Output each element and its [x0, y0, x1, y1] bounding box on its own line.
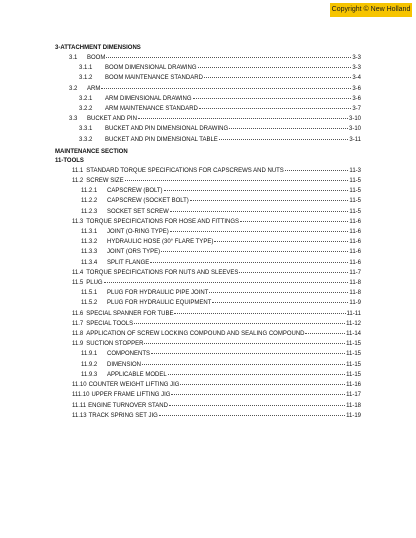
- toc-list-section-3: [55, 53, 361, 145]
- toc-dot-leader: [199, 107, 351, 109]
- toc-entry[interactable]: [55, 349, 361, 359]
- toc-entry-title: CAPSCREW (BOLT): [107, 188, 163, 195]
- toc-entry[interactable]: [55, 73, 361, 83]
- toc-entry[interactable]: [55, 104, 361, 114]
- toc-entry-page: 11-11: [346, 310, 361, 317]
- toc-dot-leader: [240, 220, 348, 222]
- toc-entry-title: DIMENSION: [107, 361, 142, 368]
- toc-dot-leader: [168, 373, 345, 375]
- toc-entry-page: 3-3: [352, 65, 361, 72]
- toc-entry-title: ARM DIMENSIONAL DRAWING: [105, 95, 192, 102]
- toc-entry-title: CAPSCREW (SOCKET BOLT): [107, 198, 189, 205]
- toc-entry-number: 11.5: [72, 280, 84, 287]
- toc-dot-leader: [214, 240, 348, 242]
- toc-dot-leader: [209, 291, 348, 293]
- toc-dot-leader: [142, 363, 345, 365]
- toc-entry-number: 11.7: [72, 320, 84, 327]
- toc-entry[interactable]: [55, 217, 361, 227]
- toc-entry-page: 11-6: [349, 259, 361, 266]
- copyright-badge: Copyright © New Holland: [330, 3, 412, 17]
- toc-entry-number: 111.10: [72, 392, 90, 399]
- toc-entry-title: ARM MAINTENANCE STANDARD: [105, 106, 198, 113]
- toc-entry-number: 11.2: [72, 178, 84, 185]
- toc-entry-title: PLUG: [86, 280, 103, 287]
- toc-entry-title: ARM: [87, 85, 101, 92]
- toc-entry-page: 11-14: [346, 331, 361, 338]
- toc-entry[interactable]: [55, 166, 361, 176]
- toc-entry-page: 11-8: [349, 290, 361, 297]
- toc-entry-title: SPLIT FLANGE: [107, 259, 150, 266]
- toc-entry[interactable]: [55, 329, 361, 339]
- toc-entry[interactable]: [55, 227, 361, 237]
- toc-entry-number: 11.2.3: [81, 208, 98, 215]
- toc-entry[interactable]: [55, 288, 361, 298]
- toc-entry-number: 11.9.3: [81, 371, 98, 378]
- toc-entry-page: 11-5: [349, 198, 361, 205]
- toc-entry-number: 11.5.1: [81, 290, 98, 297]
- toc-entry-number: 11.9.1: [81, 351, 98, 358]
- toc-entry-number: 11.10: [72, 382, 87, 389]
- toc-dot-leader: [161, 250, 348, 252]
- toc-entry-number: 11.9.2: [81, 361, 98, 368]
- toc-dot-leader: [212, 301, 348, 303]
- toc-entry-number: 3.3.1: [79, 126, 93, 133]
- toc-entry-number: 11.9: [72, 341, 84, 348]
- section-heading-attachment-dimensions: 3-ATTACHMENT DIMENSIONS: [55, 45, 141, 51]
- toc-entry-page: 3-6: [352, 95, 361, 102]
- toc-dot-leader: [285, 169, 349, 171]
- toc-entry[interactable]: [55, 268, 361, 278]
- toc-entry-number: 11.6: [72, 310, 84, 317]
- toc-entry-number: 3.1: [69, 55, 78, 61]
- toc-entry-page: 11-19: [346, 412, 361, 419]
- toc-entry-number: 3.2.1: [79, 95, 93, 102]
- toc-dot-leader: [151, 352, 345, 354]
- toc-entry-number: 11.3.2: [81, 239, 98, 246]
- toc-entry-title: STANDARD TORQUE SPECIFICATIONS FOR CAPSCREWS AND NUTS: [86, 167, 284, 174]
- toc-entry[interactable]: [55, 124, 361, 134]
- toc-entry-number: 11.2.2: [81, 198, 98, 205]
- toc-entry-number: 11.1: [72, 167, 84, 174]
- toc-entry[interactable]: [55, 370, 361, 380]
- toc-entry-title: SPECIAL TOOLS: [86, 320, 134, 327]
- toc-entry[interactable]: [55, 309, 361, 319]
- toc-entry-title: COMPONENTS: [107, 351, 151, 358]
- toc-entry-title: APPLICABLE MODEL: [107, 371, 167, 378]
- toc-entry-page: 3-10: [348, 116, 361, 123]
- toc-dot-leader: [219, 138, 349, 140]
- toc-dot-leader: [144, 342, 345, 344]
- section-heading-tools: 11-TOOLS: [55, 157, 84, 164]
- toc-entry-page: 11-5: [349, 188, 361, 195]
- toc-dot-leader: [169, 404, 345, 406]
- toc-entry-page: 11-6: [349, 249, 361, 256]
- toc-entry[interactable]: [55, 196, 361, 206]
- toc-entry[interactable]: [55, 53, 361, 63]
- toc-entry-title: UPPER FRAME LIFTING JIG: [91, 392, 171, 399]
- toc-entry-page: 3-3: [352, 55, 361, 61]
- toc-dot-leader: [193, 97, 352, 99]
- toc-entry-title: BUCKET AND PIN DIMENSIONAL DRAWING: [105, 126, 229, 133]
- toc-entry[interactable]: [55, 186, 361, 196]
- toc-entry-title: APPLICATION OF SCREW LOCKING COMPOUND AND SEALING COMPOUND: [86, 331, 305, 338]
- toc-dot-leader: [174, 312, 345, 314]
- toc-entry-number: 3.1.2: [79, 75, 93, 82]
- toc-entry-number: 3.2: [69, 85, 78, 92]
- toc-entry[interactable]: [55, 411, 361, 421]
- toc-entry[interactable]: [55, 390, 361, 400]
- toc-entry-title: BOOM DIMENSIONAL DRAWING: [105, 65, 197, 72]
- toc-entry[interactable]: [55, 360, 361, 370]
- toc-list-section-11: [55, 166, 361, 421]
- toc-entry[interactable]: [55, 207, 361, 217]
- toc-dot-leader: [180, 383, 345, 385]
- toc-entry-page: 3-11: [349, 136, 361, 143]
- toc-dot-leader: [170, 210, 349, 212]
- toc-entry-title: TORQUE SPECIFICATIONS FOR HOSE AND FITTINGS: [86, 218, 240, 225]
- toc-entry-page: 3-10: [348, 126, 361, 133]
- toc-entry-number: 11.2.1: [81, 188, 98, 195]
- toc-entry-page: 11-15: [346, 351, 361, 358]
- toc-entry-number: 11.3: [72, 218, 84, 225]
- toc-entry[interactable]: [55, 176, 361, 186]
- toc-entry[interactable]: [55, 247, 361, 257]
- toc-entry-title: BUCKET AND PIN: [87, 116, 137, 123]
- toc-entry-number: 11.3.1: [81, 229, 98, 236]
- toc-dot-leader: [150, 261, 348, 263]
- toc-dot-leader: [170, 230, 349, 232]
- toc-entry-title: SUCTION STOPPER: [86, 341, 144, 348]
- toc-entry-page: 3-7: [352, 106, 361, 113]
- toc-entry-title: PLUG FOR HYDRAULIC PIPE JOINT: [107, 290, 209, 297]
- toc-entry-page: 11-15: [346, 341, 361, 348]
- toc-dot-leader: [125, 179, 349, 181]
- toc-entry[interactable]: [55, 319, 361, 329]
- toc-dot-leader: [164, 189, 349, 191]
- toc-entry[interactable]: [55, 114, 361, 124]
- toc-entry-title: TRACK SPRING SET JIG: [88, 412, 158, 419]
- toc-dot-leader: [106, 56, 351, 58]
- toc-entry-page: 11-5: [349, 178, 361, 185]
- toc-entry[interactable]: [55, 135, 361, 145]
- toc-entry-page: 11-15: [346, 361, 361, 368]
- toc-entry-page: 11-12: [346, 320, 361, 327]
- toc-entry-title: JOINT (ORS TYPE): [107, 249, 161, 256]
- toc-entry-page: 11-5: [349, 208, 361, 215]
- toc-entry-number: 11.13: [72, 412, 87, 419]
- toc-entry[interactable]: [55, 278, 361, 288]
- toc-entry-number: 3.3.2: [79, 136, 93, 143]
- toc-entry-page: 11-6: [349, 218, 361, 225]
- toc-entry[interactable]: [55, 380, 361, 390]
- toc-entry-number: 11.3.3: [81, 249, 98, 256]
- toc-entry-number: 11.8: [72, 331, 84, 338]
- toc-entry-page: 11-15: [346, 371, 361, 378]
- toc-dot-leader: [229, 127, 348, 129]
- toc-entry[interactable]: [55, 84, 361, 94]
- toc-dot-leader: [171, 393, 345, 395]
- toc-entry-title: SOCKET SET SCREW: [107, 208, 169, 215]
- toc-dot-leader: [138, 117, 348, 119]
- toc-entry-page: 11-3: [349, 167, 361, 174]
- toc-dot-leader: [198, 66, 352, 68]
- toc-entry-number: 11.3.4: [81, 259, 98, 266]
- toc-entry-title: BOOM: [87, 55, 106, 61]
- toc-entry[interactable]: [55, 63, 361, 73]
- toc-dot-leader: [104, 281, 349, 283]
- toc-entry-title: HYDRAULIC HOSE (30° FLARE TYPE): [107, 239, 214, 246]
- toc-dot-leader: [305, 332, 345, 334]
- toc-entry-title: SCREW SIZE: [86, 178, 124, 185]
- toc-entry[interactable]: [55, 94, 361, 104]
- toc-entry-title: BUCKET AND PIN DIMENSIONAL TABLE: [105, 136, 218, 143]
- toc-entry-page: 11-9: [349, 300, 361, 307]
- toc-entry-number: 3.2.2: [79, 106, 93, 113]
- toc-entry-title: ENGINE TURNOVER STAND: [88, 402, 168, 409]
- toc-entry-page: 11-7: [349, 269, 361, 276]
- toc-entry-page: 11-6: [349, 239, 361, 246]
- toc-entry[interactable]: [55, 339, 361, 349]
- toc-entry[interactable]: [55, 298, 361, 308]
- toc-entry-number: 11.11: [72, 402, 87, 409]
- toc-dot-leader: [190, 199, 349, 201]
- toc-entry[interactable]: [55, 237, 361, 247]
- toc-entry-title: JOINT (O-RING TYPE): [107, 229, 169, 236]
- toc-entry-title: BOOM MAINTENANCE STANDARD: [105, 75, 203, 82]
- toc-entry-page: 11-17: [346, 392, 361, 399]
- toc-entry-page: 11-6: [349, 229, 361, 236]
- toc-dot-leader: [239, 271, 348, 273]
- toc-dot-leader: [159, 414, 345, 416]
- maintenance-section-heading: MAINTENANCE SECTION: [55, 148, 128, 155]
- toc-entry-page: 11-8: [349, 280, 361, 287]
- toc-entry-title: COUNTER WEIGHT LIFTING JIG: [88, 382, 180, 389]
- toc-entry-page: 11-18: [346, 402, 361, 409]
- toc-entry-number: 11.5.2: [81, 300, 98, 307]
- toc-dot-leader: [134, 322, 345, 324]
- toc-dot-leader: [101, 87, 351, 89]
- toc-entry-page: 3-6: [352, 85, 361, 92]
- toc-entry-number: 3.3: [69, 116, 78, 123]
- toc-entry-page: 3-4: [352, 75, 361, 82]
- toc-entry-page: 11-16: [346, 382, 361, 389]
- toc-entry-number: 3.1.1: [79, 65, 93, 72]
- toc-entry[interactable]: [55, 258, 361, 268]
- toc-entry-number: 11.4: [72, 269, 84, 276]
- toc-entry-title: TORQUE SPECIFICATIONS FOR NUTS AND SLEEVES: [86, 269, 239, 276]
- toc-entry-title: SPECIAL SPANNER FOR TUBE: [86, 310, 174, 317]
- table-of-contents: [55, 44, 361, 421]
- toc-entry[interactable]: [55, 401, 361, 411]
- toc-entry-title: PLUG FOR HYDRAULIC EQUIPMENT: [107, 300, 212, 307]
- toc-dot-leader: [204, 76, 351, 78]
